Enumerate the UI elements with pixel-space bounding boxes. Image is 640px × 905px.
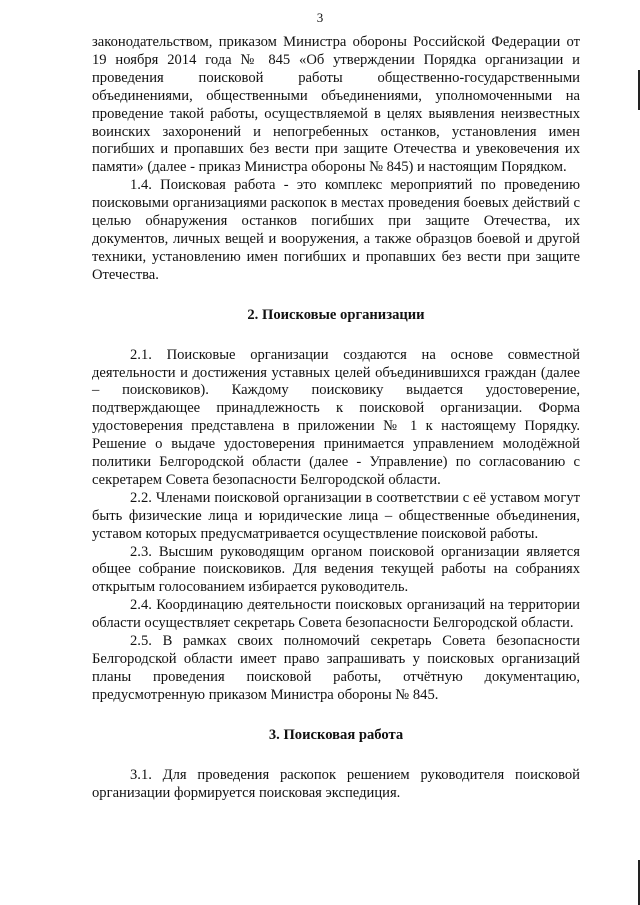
- paragraph-1-4: 1.4. Поисковая работа - это комплекс мероприятий по проведению поисковыми организациями раскопок в местах проведения боевых действий с целью обнаружения останков погибших при защите Отечества, их документов, личных вещей и вооружения, а также образцов боевой и другой техники, установлению имен погибших и пропавших без вести при защите Отечества.: [92, 177, 580, 283]
- paragraph-2-3: 2.3. Высшим руководящим органом поисковой организации является общее собрание поисковиков. Для ведения текущей работы на собраниях открытым голосованием избирается руководитель.: [92, 543, 580, 596]
- section-heading-3: 3. Поисковая работа: [268, 726, 404, 743]
- paragraph-3-1: 3.1. Для проведения раскопок решением руководителя поисковой организации формируется поисковая экспедиция.: [92, 766, 580, 801]
- document-body: [92, 34, 580, 802]
- paragraph-2-5: 2.5. В рамках своих полномочий секретарь Совета безопасности Белгородской области имеет право запрашивать у поисковых организаций планы проведения поисковой работы, отчётную документацию, предусмотренную приказом Министра обороны № 845.: [92, 633, 580, 703]
- section-heading-2: 2. Поисковые организации: [247, 306, 425, 323]
- paragraph-2-2: 2.2. Членами поисковой организации в соответствии с её уставом могут быть физические лица и юридические лица – общественные объединения, уставом которых предусматривается осуществление поисковой работы.: [92, 489, 580, 542]
- page-number: 3: [316, 10, 324, 25]
- paragraph-2-4: 2.4. Координацию деятельности поисковых организаций на территории области осуществляет секретарь Совета безопасности Белгородской области.: [92, 597, 580, 632]
- paragraph-2-1: 2.1. Поисковые организации создаются на основе совместной деятельности и достижения уставных целей объединившихся граждан (далее – поисковиков). Каждому поисковику выдается удостоверение, подтверждающее принадлежность к поисковой организации. Форма удостоверения представлена в приложении № 1 к настоящему Порядку. Решение о выдаче удостоверения принимается управлением молодёжной политики Белгородской области (далее - Управление) по согласованию с секретарем Совета безопасности Белгородской области.: [92, 346, 580, 488]
- paragraph-intro-continuation: законодательством, приказом Министра обороны Российской Федерации от 19 ноября 2014 года № 845 «Об утверждении Порядка организации и проведения поисковой работы общественно-государственными объединениями, общественными объединениями, уполномоченными на проведение такой работы, осуществляемой в целях выявления неизвестных воинских захоронений и непогребенных останков, установления имен погибших и пропавших без вести при защите Отечества и увековечения их памяти» (далее - приказ Министра обороны № 845) и настоящим Порядком.: [92, 34, 580, 176]
